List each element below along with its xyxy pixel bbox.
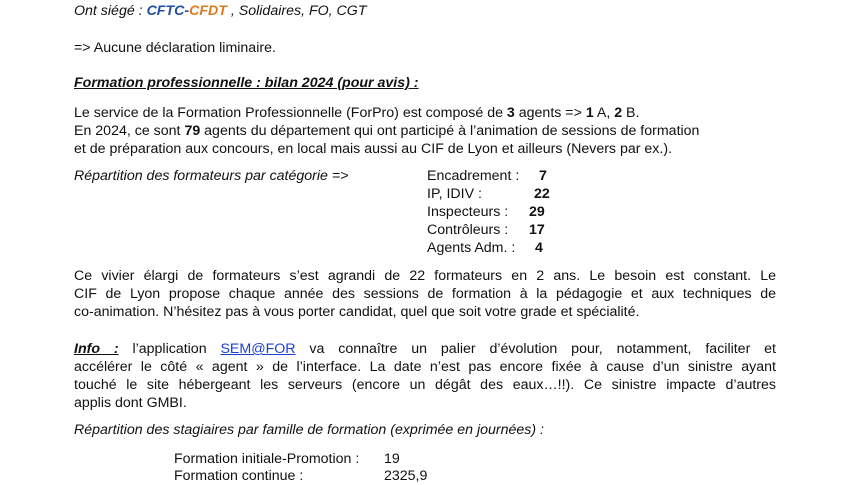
category-name: Inspecteurs : [427,204,509,220]
category-name: Agents Adm. : [427,240,516,256]
stagiaires-label: Répartition des stagiaires par famille de formation (exprimée en journées) : [74,422,544,438]
attendance-line [74,2,367,20]
info-text: l’application [118,341,221,357]
category-value: 17 [529,222,545,238]
category-name: Contrôleurs : [427,222,509,238]
agents-count: 3 [506,105,515,121]
para2-line3: co-animation. N’hésitez pas à vous porter candidat, quel que soit votre grade et spécialité. [74,304,640,320]
section-title: Formation professionnelle : bilan 2024 (pour avis) : [74,75,419,91]
union-dash: - [184,3,190,19]
info-label: Info : [74,341,119,357]
category-value: 4 [535,240,543,256]
para1-text: agents => [514,105,586,121]
para1-line3: et de préparation aux concours, en local mais aussi au CIF de Lyon et ailleurs (Nevers par ex.). [74,141,673,157]
cfdt-label: CFDT [189,3,227,19]
training-family-value: 19 [384,451,400,467]
para2-line2: CIF de Lyon propose chaque année des sessions de formation à la pédagogie et aux techniques de [74,286,776,302]
attendance-prefix: Ont siégé : [74,3,147,19]
no-declaration-line: => Aucune déclaration liminaire. [74,40,276,56]
agents-b-count: 2 [614,105,623,121]
info-line1 [74,340,776,358]
info-line4: applis dont GMBI. [74,395,187,411]
para1-text: B. [622,105,640,121]
para1-text: En 2024, ce sont [74,123,185,139]
para1-text: agents du département qui ont participé à l’animation de sessions de formation [200,123,700,139]
category-name: IP, IDIV : [427,186,482,202]
info-text: va connaître un palier d’évolution pour, notamment, faciliter et [295,341,776,357]
para2-line1: Ce vivier élargi de formateurs s’est agrandi de 22 formateurs en 2 ans. Le besoin est constant. Le [74,268,776,284]
training-family-name: Formation initiale-Promotion : [174,451,360,467]
category-value: 22 [534,186,550,202]
agents-a-count: 1 [585,105,594,121]
para1-text: Le service de la Formation Professionnelle (ForPro) est composé de [74,105,507,121]
category-value: 29 [529,204,545,220]
participants-count: 79 [184,123,201,139]
cftc-label: CFTC [146,3,185,19]
category-value: 7 [539,168,547,184]
info-line2: accélérer le côté « agent » de l’interface. La date n’est pas encore fixée à cause d’un sinistre ayant [74,359,776,375]
para1-line1 [74,104,639,122]
para1-text: A, [593,105,615,121]
info-line3: touché le site hébergeant les serveurs (encore un dégât des eaux…!!). Ce sinistre impacte d’autres [74,377,776,393]
training-family-name: Formation continue : [174,468,304,484]
category-name: Encadrement : [427,168,520,184]
training-family-value: 2325,9 [384,468,428,484]
semafor-link[interactable]: SEM@FOR [220,341,296,357]
formateurs-label: Répartition des formateurs par catégorie => [74,168,349,184]
other-unions: , Solidaires, FO, CGT [226,3,367,19]
para1-line2 [74,122,699,140]
